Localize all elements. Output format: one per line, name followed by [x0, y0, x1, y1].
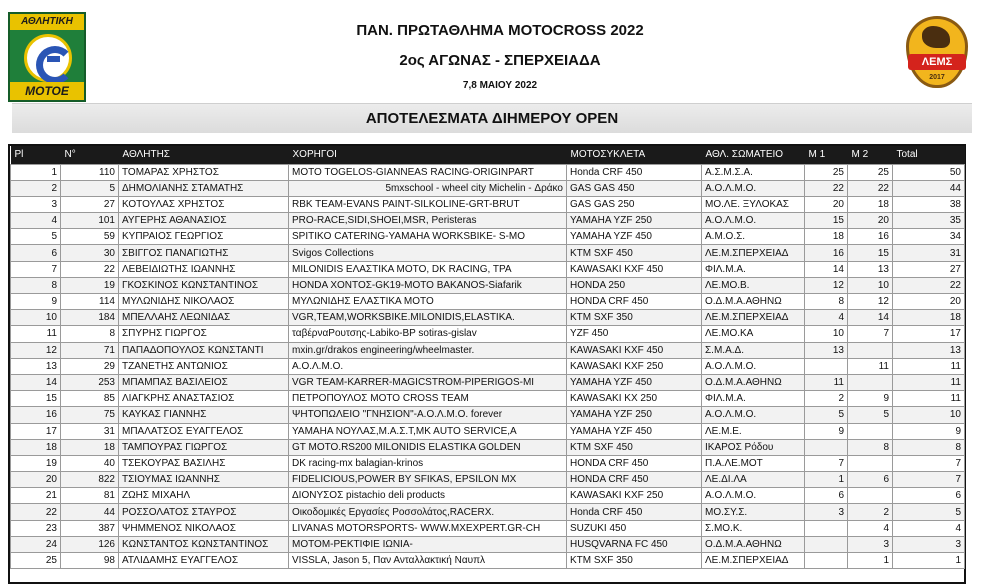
- cell-moto1: [805, 553, 848, 569]
- cell-race-number: 110: [61, 164, 119, 180]
- cell-moto1: 8: [805, 294, 848, 310]
- logo-right-text: ΛΕΜΣ: [908, 54, 966, 70]
- table-row: [11, 326, 965, 342]
- cell-rider: ΤΖΑΝΕΤΗΣ ΑΝΤΩΝΙΟΣ: [119, 358, 289, 374]
- cell-race-number: 59: [61, 229, 119, 245]
- table-row: [11, 504, 965, 520]
- cell-rider: ΓΚΟΣΚΙΝΟΣ ΚΩΝΣΤΑΝΤΙΝΟΣ: [119, 277, 289, 293]
- cell-total: 31: [893, 245, 965, 261]
- results-table: [10, 146, 965, 569]
- cell-position: 20: [11, 472, 61, 488]
- col-header-bike: ΜΟΤΟΣΥΚΛΕΤΑ: [570, 149, 646, 161]
- cell-position: 15: [11, 391, 61, 407]
- col-header-club: ΑΘΛ. ΣΩΜΑΤΕΙΟ: [705, 149, 784, 161]
- cell-total: 27: [893, 261, 965, 277]
- cell-race-number: 98: [61, 553, 119, 569]
- cell-moto1: 13: [805, 342, 848, 358]
- table-row: [11, 472, 965, 488]
- cell-total: 34: [893, 229, 965, 245]
- cell-rider: ΑΥΓΕΡΗΣ ΑΘΑΝΑΣΙΟΣ: [119, 213, 289, 229]
- cell-bike: YAMAHA YZF 450: [567, 374, 702, 390]
- cell-moto2: 8: [848, 439, 893, 455]
- cell-club: Α.Ο.Λ.Μ.Ο.: [702, 488, 805, 504]
- cell-race-number: 71: [61, 342, 119, 358]
- cell-rider: ΤΑΜΠΟΥΡΑΣ ΓΙΩΡΓΟΣ: [119, 439, 289, 455]
- table-row: [11, 407, 965, 423]
- cell-sponsor: VISSLA, Jason 5, Παν Ανταλλακτική Ναυπλ: [289, 553, 567, 569]
- table-row: [11, 553, 965, 569]
- table-row: [11, 310, 965, 326]
- cell-race-number: 22: [61, 261, 119, 277]
- cell-race-number: 126: [61, 536, 119, 552]
- cell-moto2: 7: [848, 326, 893, 342]
- cell-club: ΛΕ.Μ.ΣΠΕΡΧΕΙΑΔ: [702, 310, 805, 326]
- cell-position: 22: [11, 504, 61, 520]
- cell-moto2: [848, 342, 893, 358]
- cell-club: ΛΕ.Μ.ΣΠΕΡΧΕΙΑΔ: [702, 553, 805, 569]
- logo-left-bottom-text: ΜΟΤΟΕ: [10, 82, 84, 100]
- cell-moto1: 1: [805, 472, 848, 488]
- cell-club: ΛΕ.ΔΙ.ΛΑ: [702, 472, 805, 488]
- cell-race-number: 5: [61, 180, 119, 196]
- cell-moto1: [805, 358, 848, 374]
- table-row: [11, 374, 965, 390]
- cell-race-number: 387: [61, 520, 119, 536]
- championship-title: ΠΑΝ. ΠΡΩΤΑΘΛΗΜΑ MOTOCROSS 2022: [356, 22, 644, 39]
- cell-club: Α.Ο.Λ.Μ.Ο.: [702, 180, 805, 196]
- cell-rider: ΖΩΗΣ ΜΙΧΑΗΛ: [119, 488, 289, 504]
- table-header-row: [11, 146, 965, 164]
- table-row: [11, 358, 965, 374]
- cell-rider: ΤΣΙΟΥΜΑΣ ΙΩΑΝΝΗΣ: [119, 472, 289, 488]
- cell-club: Σ.Μ.Α.Δ.: [702, 342, 805, 358]
- cell-bike: GAS GAS 250: [567, 196, 702, 212]
- cell-rider: ΜΠΑΜΠΑΣ ΒΑΣΙΛΕΙΟΣ: [119, 374, 289, 390]
- cell-club: ΦΙΛ.Μ.Α.: [702, 391, 805, 407]
- cell-bike: HONDA CRF 450: [567, 472, 702, 488]
- cell-sponsor: Οικοδομικές Εργασίες Ροσσολάτος,RACERX.: [289, 504, 567, 520]
- cell-sponsor: FIDELICIOUS,POWER BY SFIKAS, EPSILON MX: [289, 472, 567, 488]
- cell-rider: ΚΟΤΟΥΛΑΣ ΧΡΗΣΤΟΣ: [119, 196, 289, 212]
- cell-race-number: 253: [61, 374, 119, 390]
- cell-total: 8: [893, 439, 965, 455]
- cell-bike: KTM SXF 450: [567, 245, 702, 261]
- cell-position: 13: [11, 358, 61, 374]
- cell-position: 5: [11, 229, 61, 245]
- cell-moto2: 16: [848, 229, 893, 245]
- cell-club: ΛΕ.Μ.ΣΠΕΡΧΕΙΑΔ: [702, 245, 805, 261]
- cell-position: 11: [11, 326, 61, 342]
- table-row: [11, 439, 965, 455]
- cell-bike: HONDA CRF 450: [567, 455, 702, 471]
- cell-sponsor: Α.Ο.Λ.Μ.Ο.: [289, 358, 567, 374]
- cell-bike: Honda CRF 450: [567, 504, 702, 520]
- cell-position: 3: [11, 196, 61, 212]
- cell-position: 18: [11, 439, 61, 455]
- cell-total: 10: [893, 407, 965, 423]
- cell-bike: KAWASAKI KXF 450: [567, 261, 702, 277]
- cell-total: 13: [893, 342, 965, 358]
- cell-total: 7: [893, 472, 965, 488]
- cell-race-number: 81: [61, 488, 119, 504]
- cell-rider: ΜΠΕΛΛΑΗΣ ΛΕΩΝΙΔΑΣ: [119, 310, 289, 326]
- cell-moto1: 5: [805, 407, 848, 423]
- results-body: [11, 164, 965, 569]
- cell-bike: HONDA 250: [567, 277, 702, 293]
- cell-moto2: 1: [848, 553, 893, 569]
- cell-rider: ΠΑΠΑΔΟΠΟΥΛΟΣ ΚΩΝΣΤΑΝΤΙ: [119, 342, 289, 358]
- cell-rider: ΣΠΥΡΗΣ ΓΙΩΡΓΟΣ: [119, 326, 289, 342]
- table-row: [11, 277, 965, 293]
- cell-race-number: 44: [61, 504, 119, 520]
- cell-position: 6: [11, 245, 61, 261]
- cell-bike: HONDA CRF 450: [567, 294, 702, 310]
- cell-race-number: 75: [61, 407, 119, 423]
- cell-sponsor: ΨΗΤΟΠΩΛΕΙΟ "ΓΝΗΣΙΟΝ"-Α.Ο.Λ.Μ.Ο. forever: [289, 407, 567, 423]
- cell-total: 3: [893, 536, 965, 552]
- cell-total: 17: [893, 326, 965, 342]
- cell-race-number: 19: [61, 277, 119, 293]
- cell-club: Ο.Δ.Μ.Α.ΑΘΗΝΩ: [702, 536, 805, 552]
- cell-total: 35: [893, 213, 965, 229]
- cell-sponsor: ταβέρναΡουτσης-Labiko-BP sotiras-gislav: [289, 326, 567, 342]
- cell-position: 12: [11, 342, 61, 358]
- cell-sponsor: RBK TEAM-EVANS PAINT-SILKOLINE-GRT-BRUT: [289, 196, 567, 212]
- cell-sponsor: mxin.gr/drakos engineering/wheelmaster.: [289, 342, 567, 358]
- cell-club: Α.Ο.Λ.Μ.Ο.: [702, 213, 805, 229]
- cell-bike: KAWASAKI KXF 450: [567, 342, 702, 358]
- cell-rider: ΣΒΙΓΓΟΣ ΠΑΝΑΓΙΩΤΗΣ: [119, 245, 289, 261]
- cell-position: 16: [11, 407, 61, 423]
- cell-position: 2: [11, 180, 61, 196]
- cell-rider: ΔΗΜΟΛΙΑΝΗΣ ΣΤΑΜΑΤΗΣ: [119, 180, 289, 196]
- cell-sponsor: ΠΕΤΡΟΠΟΥΛΟΣ MOTO CROSS TEAM: [289, 391, 567, 407]
- cell-moto2: 25: [848, 164, 893, 180]
- cell-position: 10: [11, 310, 61, 326]
- cell-total: 7: [893, 455, 965, 471]
- col-header-m1: Μ 1: [808, 149, 826, 161]
- cell-moto1: 15: [805, 213, 848, 229]
- cell-total: 1: [893, 553, 965, 569]
- cell-position: 24: [11, 536, 61, 552]
- cell-position: 9: [11, 294, 61, 310]
- cell-race-number: 85: [61, 391, 119, 407]
- table-row: [11, 423, 965, 439]
- cell-club: ΛΕ.ΜΟ.Β.: [702, 277, 805, 293]
- cell-rider: ΜΥΛΩΝΙΔΗΣ ΝΙΚΟΛΑΟΣ: [119, 294, 289, 310]
- col-header-sponsors: ΧΟΡΗΓΟΙ: [292, 149, 337, 161]
- cell-total: 5: [893, 504, 965, 520]
- cell-total: 22: [893, 277, 965, 293]
- cell-moto1: 20: [805, 196, 848, 212]
- table-row: [11, 164, 965, 180]
- cell-sponsor: PRO-RACE,SIDI,SHOEI,MSR, Peristeras: [289, 213, 567, 229]
- cell-rider: ΛΕΒΕΙΔΙΩΤΗΣ ΙΩΑΝΝΗΣ: [119, 261, 289, 277]
- event-date: 7,8 ΜΑΙΟΥ 2022: [462, 80, 538, 91]
- cell-moto1: 7: [805, 455, 848, 471]
- results-table-container: [8, 144, 966, 584]
- cell-club: ΛΕ.ΜΟ.ΚΑ: [702, 326, 805, 342]
- cell-bike: SUZUKI 450: [567, 520, 702, 536]
- cell-club: Σ.ΜΟ.Κ.: [702, 520, 805, 536]
- logo-left-top-text: ΑΘΛΗΤΙΚΗ: [10, 14, 84, 30]
- cell-position: 14: [11, 374, 61, 390]
- cell-club: ΙΚΑΡΟΣ Ρόδου: [702, 439, 805, 455]
- cell-club: Α.Ο.Λ.Μ.Ο.: [702, 358, 805, 374]
- cell-moto1: 6: [805, 488, 848, 504]
- cell-moto2: 20: [848, 213, 893, 229]
- cell-bike: KTM SXF 350: [567, 553, 702, 569]
- cell-moto2: [848, 423, 893, 439]
- col-header-rider: ΑΘΛΗΤΗΣ: [122, 149, 170, 161]
- cell-sponsor: LIVANAS MOTORSPORTS- WWW.MXEXPERT.GR-CH: [289, 520, 567, 536]
- logo-right-year: 2017: [929, 74, 945, 81]
- cell-moto1: 18: [805, 229, 848, 245]
- cell-club: Α.Σ.Μ.Σ.Α.: [702, 164, 805, 180]
- cell-sponsor: Svigos Collections: [289, 245, 567, 261]
- table-row: [11, 245, 965, 261]
- cell-moto1: [805, 536, 848, 552]
- col-header-total: Total: [896, 149, 918, 161]
- cell-rider: ΛΙΑΓΚΡΗΣ ΑΝΑΣΤΑΣΙΟΣ: [119, 391, 289, 407]
- cell-moto1: 3: [805, 504, 848, 520]
- cell-moto1: 4: [805, 310, 848, 326]
- cell-moto2: [848, 488, 893, 504]
- cell-rider: ΑΤΛΙΔΑΜΗΣ ΕΥΑΓΓΕΛΟΣ: [119, 553, 289, 569]
- cell-race-number: 29: [61, 358, 119, 374]
- cell-position: 8: [11, 277, 61, 293]
- cell-club: Ο.Δ.Μ.Α.ΑΘΗΝΩ: [702, 374, 805, 390]
- cell-sponsor: YAMAHA ΝΟΥΛΑΣ,Μ.Α.Σ.Τ,MK AUTO SERVICE,A: [289, 423, 567, 439]
- table-row: [11, 213, 965, 229]
- cell-moto2: 12: [848, 294, 893, 310]
- cell-moto2: 22: [848, 180, 893, 196]
- cell-race-number: 40: [61, 455, 119, 471]
- col-header-number: N°: [64, 149, 76, 161]
- cell-moto2: 9: [848, 391, 893, 407]
- cell-position: 4: [11, 213, 61, 229]
- cell-race-number: 822: [61, 472, 119, 488]
- cell-club: Π.Α.ΛΕ.ΜΟΤ: [702, 455, 805, 471]
- cell-moto1: 16: [805, 245, 848, 261]
- cell-moto2: 5: [848, 407, 893, 423]
- cell-position: 25: [11, 553, 61, 569]
- cell-rider: ΚΩΝΣΤΑΝΤΟΣ ΚΩΝΣΤΑΝΤΙΝΟΣ: [119, 536, 289, 552]
- table-row: [11, 261, 965, 277]
- cell-bike: HUSQVARNA FC 450: [567, 536, 702, 552]
- cell-moto1: 14: [805, 261, 848, 277]
- table-row: [11, 342, 965, 358]
- cell-moto1: 12: [805, 277, 848, 293]
- cell-rider: ΜΠΑΛΑΤΣΟΣ ΕΥΑΓΓΕΛΟΣ: [119, 423, 289, 439]
- cell-sponsor: GT MOTO.RS200 MILONIDIS ELASTIKA GOLDEN: [289, 439, 567, 455]
- results-banner: [12, 103, 972, 133]
- cell-total: 50: [893, 164, 965, 180]
- cell-moto1: [805, 520, 848, 536]
- table-row: [11, 294, 965, 310]
- cell-moto1: 10: [805, 326, 848, 342]
- cell-position: 7: [11, 261, 61, 277]
- cell-sponsor: MILONIDIS ΕΛΑΣΤΙΚΑ ΜΟΤΟ, DK RACING, TPA: [289, 261, 567, 277]
- cell-bike: YAMAHA YZF 250: [567, 213, 702, 229]
- cell-moto2: 10: [848, 277, 893, 293]
- cell-bike: GAS GAS 450: [567, 180, 702, 196]
- cell-moto1: [805, 439, 848, 455]
- cell-bike: YAMAHA YZF 250: [567, 407, 702, 423]
- cell-total: 11: [893, 374, 965, 390]
- cell-club: Ο.Δ.Μ.Α.ΑΘΗΝΩ: [702, 294, 805, 310]
- cell-moto2: 11: [848, 358, 893, 374]
- round-title: 2ος ΑΓΩΝΑΣ - ΣΠΕΡΧΕΙΑΔΑ: [399, 52, 601, 69]
- cell-bike: YZF 450: [567, 326, 702, 342]
- col-header-pl: Pl: [14, 149, 24, 161]
- cell-position: 21: [11, 488, 61, 504]
- cell-total: 11: [893, 358, 965, 374]
- cell-moto2: 14: [848, 310, 893, 326]
- cell-sponsor: 5mxschool - wheel city Michelin - Δράκο: [289, 180, 567, 196]
- cell-moto1: 25: [805, 164, 848, 180]
- cell-sponsor: MOTO TOGELOS-GIANNEAS RACING-ORIGINPART: [289, 164, 567, 180]
- table-row: [11, 196, 965, 212]
- results-subtitle: ΑΠΟΤΕΛΕΣΜΑΤΑ ΔΙΗΜΕΡΟΥ OPEN: [365, 110, 619, 127]
- cell-moto1: 2: [805, 391, 848, 407]
- cell-moto2: 2: [848, 504, 893, 520]
- cell-club: ΦΙΛ.Μ.Α.: [702, 261, 805, 277]
- cell-race-number: 27: [61, 196, 119, 212]
- col-header-m2: Μ 2: [851, 149, 869, 161]
- cell-bike: KAWASAKI KXF 250: [567, 358, 702, 374]
- cell-rider: ΚΑΥΚΑΣ ΓΙΑΝΝΗΣ: [119, 407, 289, 423]
- table-row: [11, 180, 965, 196]
- table-row: [11, 455, 965, 471]
- cell-bike: KAWASAKI KXF 250: [567, 488, 702, 504]
- cell-moto2: 18: [848, 196, 893, 212]
- cell-race-number: 31: [61, 423, 119, 439]
- cell-sponsor: DK racing-mx balagian-krinos: [289, 455, 567, 471]
- cell-position: 23: [11, 520, 61, 536]
- cell-race-number: 30: [61, 245, 119, 261]
- cell-total: 9: [893, 423, 965, 439]
- cell-race-number: 184: [61, 310, 119, 326]
- cell-moto2: 6: [848, 472, 893, 488]
- cell-moto2: 15: [848, 245, 893, 261]
- cell-bike: KAWASAKI KX 250: [567, 391, 702, 407]
- cell-moto2: 13: [848, 261, 893, 277]
- cell-total: 6: [893, 488, 965, 504]
- table-row: [11, 520, 965, 536]
- cell-total: 18: [893, 310, 965, 326]
- cell-rider: ΡΟΣΣΟΛΑΤΟΣ ΣΤΑΥΡΟΣ: [119, 504, 289, 520]
- cell-sponsor: VGR TEAM-KARRER-MAGICSTROM-PIPERIGOS-MI: [289, 374, 567, 390]
- cell-club: Α.Μ.Ο.Σ.: [702, 229, 805, 245]
- cell-total: 11: [893, 391, 965, 407]
- cell-sponsor: SPITIKO CATERING-YAMAHA WORKSBIKE- S-MO: [289, 229, 567, 245]
- cell-moto1: 22: [805, 180, 848, 196]
- cell-club: ΜΟ.ΛΕ. ΞΥΛΟΚΑΣ: [702, 196, 805, 212]
- cell-sponsor: ΜΥΛΩΝΙΔΗΣ ΕΛΑΣΤΙΚΑ ΜΟΤΟ: [289, 294, 567, 310]
- cell-total: 4: [893, 520, 965, 536]
- cell-rider: ΤΟΜΑΡΑΣ ΧΡΗΣΤΟΣ: [119, 164, 289, 180]
- cell-moto2: [848, 374, 893, 390]
- cell-rider: ΤΣΕΚΟΥΡΑΣ ΒΑΣΙΛΗΣ: [119, 455, 289, 471]
- table-row: [11, 536, 965, 552]
- cell-total: 20: [893, 294, 965, 310]
- cell-rider: ΚΥΠΡΑΙΟΣ ΓΕΩΡΓΙΟΣ: [119, 229, 289, 245]
- cell-bike: Honda CRF 450: [567, 164, 702, 180]
- cell-bike: KTM SXF 450: [567, 439, 702, 455]
- cell-club: ΜΟ.ΣΥ.Σ.: [702, 504, 805, 520]
- cell-rider: ΨΗΜΜΕΝΟΣ ΝΙΚΟΛΑΟΣ: [119, 520, 289, 536]
- cell-sponsor: ΜΟΤΟΜ-ΡΕΚΤΙΦΙΕ ΙΩΝΙΑ-: [289, 536, 567, 552]
- cell-bike: KTM SXF 350: [567, 310, 702, 326]
- table-row: [11, 488, 965, 504]
- cell-club: ΛΕ.Μ.Ε.: [702, 423, 805, 439]
- cell-moto1: 11: [805, 374, 848, 390]
- cell-position: 1: [11, 164, 61, 180]
- cell-bike: YAMAHA YZF 450: [567, 229, 702, 245]
- cell-race-number: 101: [61, 213, 119, 229]
- cell-race-number: 8: [61, 326, 119, 342]
- cell-position: 17: [11, 423, 61, 439]
- cell-moto2: 4: [848, 520, 893, 536]
- cell-moto2: 3: [848, 536, 893, 552]
- cell-moto1: 9: [805, 423, 848, 439]
- cell-total: 38: [893, 196, 965, 212]
- table-row: [11, 391, 965, 407]
- cell-race-number: 114: [61, 294, 119, 310]
- cell-moto2: [848, 455, 893, 471]
- cell-sponsor: HONDA ΧΟΝΤΟΣ-GK19-MOTO BAKANOS-Siafarik: [289, 277, 567, 293]
- table-row: [11, 229, 965, 245]
- cell-race-number: 18: [61, 439, 119, 455]
- cell-club: Α.Ο.Λ.Μ.Ο.: [702, 407, 805, 423]
- cell-sponsor: ΔΙΟΝΥΣΟΣ pistachio deli products: [289, 488, 567, 504]
- cell-sponsor: VGR,TEAM,WORKSBIKE.MILONIDIS,ELASTIKA.: [289, 310, 567, 326]
- cell-bike: YAMAHA YZF 450: [567, 423, 702, 439]
- cell-position: 19: [11, 455, 61, 471]
- cell-total: 44: [893, 180, 965, 196]
